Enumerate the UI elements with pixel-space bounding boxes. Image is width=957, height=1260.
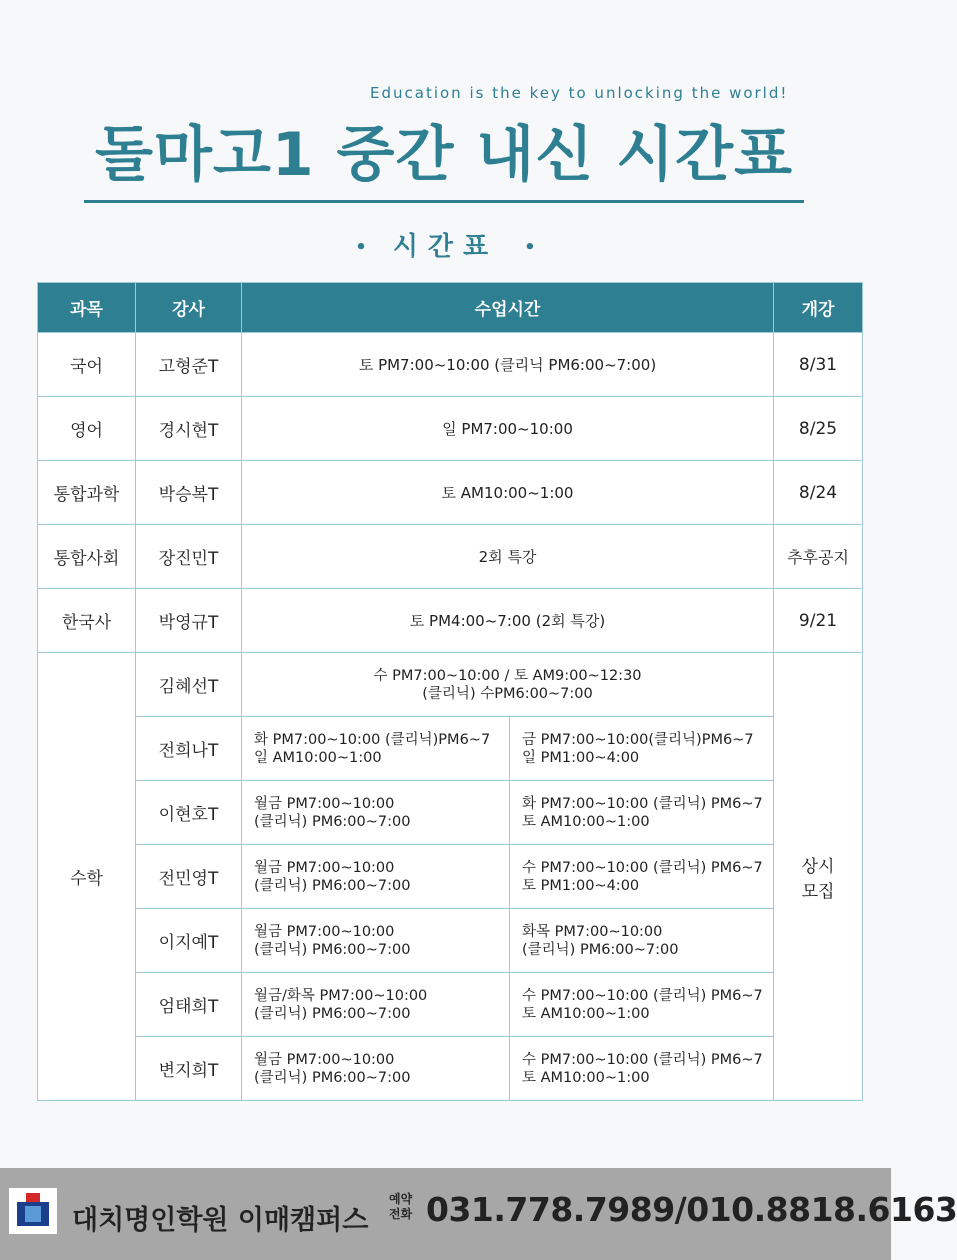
table-row [38, 909, 863, 973]
schedule-line: 토 AM10:00~1:00 [522, 813, 650, 830]
subject-cell: 국어 [38, 333, 136, 397]
schedule-line: (클리닉) PM6:00~7:00 [522, 941, 679, 958]
schedule-line: 일 AM10:00~1:00 [254, 749, 382, 766]
schedule-line: 월금 PM7:00~10:00 [254, 923, 395, 940]
table-row [38, 397, 863, 461]
table-row [38, 589, 863, 653]
teacher-cell: 이현호T [136, 781, 242, 845]
schedule-line: 토 PM1:00~4:00 [522, 877, 640, 894]
timetable [37, 282, 863, 1101]
col-header-teacher: 강사 [136, 283, 242, 333]
subject-cell: 통합과학 [38, 461, 136, 525]
schedule-cell: 토 PM7:00~10:00 (클리닉 PM6:00~7:00) [242, 333, 774, 397]
table-row [38, 1037, 863, 1101]
schedule-line: 월금/화목 PM7:00~10:00 [254, 987, 428, 1004]
open-line: 상시 [801, 856, 835, 877]
schedule-line: 일 PM1:00~4:00 [522, 749, 640, 766]
teacher-cell: 김혜선T [136, 653, 242, 717]
schedule-line: 화목 PM7:00~10:00 [522, 923, 663, 940]
slogan: Education is the key to unlocking the world! [370, 84, 789, 102]
schedule-cell [242, 653, 774, 717]
subtitle-text: 시간표 [392, 232, 499, 262]
title-underline [84, 200, 804, 203]
schedule-cell-b [510, 973, 774, 1037]
teacher-cell: 엄태희T [136, 973, 242, 1037]
section-subtitle [0, 226, 891, 263]
phone-numbers: 031.778.7989/010.8818.6163 [426, 1190, 957, 1229]
open-date-cell: 추후공지 [774, 525, 863, 589]
schedule-line: 수 PM7:00~10:00 (클리닉) PM6~7 [522, 987, 763, 1004]
teacher-cell: 변지희T [136, 1037, 242, 1101]
open-date-cell: 8/31 [774, 333, 863, 397]
schedule-line: (클리닉) PM6:00~7:00 [254, 1069, 411, 1086]
schedule-line: (클리닉) 수PM6:00~7:00 [422, 685, 593, 702]
col-header-open: 개강 [774, 283, 863, 333]
schedule-line: 토 AM10:00~1:00 [522, 1005, 650, 1022]
schedule-cell-b [510, 717, 774, 781]
schedule-line: (클리닉) PM6:00~7:00 [254, 877, 411, 894]
open-date-cell: 8/24 [774, 461, 863, 525]
table-row [38, 845, 863, 909]
open-date-cell: 8/25 [774, 397, 863, 461]
col-header-schedule: 수업시간 [242, 283, 774, 333]
teacher-cell: 전민영T [136, 845, 242, 909]
schedule-cell-b [510, 1037, 774, 1101]
schedule-cell-a [242, 781, 510, 845]
table-row [38, 333, 863, 397]
schedule-line: 월금 PM7:00~10:00 [254, 795, 395, 812]
table-row [38, 717, 863, 781]
subject-cell: 한국사 [38, 589, 136, 653]
schedule-cell-a [242, 909, 510, 973]
schedule-line: 금 PM7:00~10:00(클리닉)PM6~7 [522, 731, 754, 748]
teacher-cell: 전희나T [136, 717, 242, 781]
schedule-line: 화 PM7:00~10:00 (클리닉) PM6~7 [522, 795, 763, 812]
subject-cell: 영어 [38, 397, 136, 461]
reservation-label-line: 전화 [389, 1207, 413, 1221]
schedule-line: 월금 PM7:00~10:00 [254, 1051, 395, 1068]
schedule-line: (클리닉) PM6:00~7:00 [254, 941, 411, 958]
teacher-cell: 이지예T [136, 909, 242, 973]
footer-bar [0, 1168, 957, 1260]
bullet-dot-left: • [355, 237, 367, 258]
open-line: 모집 [801, 881, 835, 902]
table-row [38, 525, 863, 589]
col-header-subject: 과목 [38, 283, 136, 333]
table-row [38, 461, 863, 525]
academy-logo-icon [9, 1188, 57, 1234]
table-header-row [38, 283, 863, 333]
teacher-cell: 고형준T [136, 333, 242, 397]
subject-cell-math: 수학 [38, 653, 136, 1101]
schedule-cell-b [510, 845, 774, 909]
schedule-cell-a [242, 717, 510, 781]
teacher-cell: 장진민T [136, 525, 242, 589]
table-row [38, 781, 863, 845]
schedule-line: 화 PM7:00~10:00 (클리닉)PM6~7 [254, 731, 491, 748]
schedule-line: (클리닉) PM6:00~7:00 [254, 813, 411, 830]
schedule-cell-a [242, 845, 510, 909]
schedule-line: 수 PM7:00~10:00 (클리닉) PM6~7 [522, 1051, 763, 1068]
schedule-cell: 토 AM10:00~1:00 [242, 461, 774, 525]
schedule-line: 월금 PM7:00~10:00 [254, 859, 395, 876]
academy-name: 대치명인학원 이매캠퍼스 [72, 1205, 369, 1236]
open-date-cell-math [774, 653, 863, 1101]
schedule-line: (클리닉) PM6:00~7:00 [254, 1005, 411, 1022]
schedule-cell: 2회 특강 [242, 525, 774, 589]
schedule-cell-a [242, 973, 510, 1037]
table-row [38, 973, 863, 1037]
schedule-cell-b [510, 909, 774, 973]
open-date-cell: 9/21 [774, 589, 863, 653]
teacher-cell: 박영규T [136, 589, 242, 653]
schedule-line: 토 AM10:00~1:00 [522, 1069, 650, 1086]
teacher-cell: 박승복T [136, 461, 242, 525]
subject-cell: 통합사회 [38, 525, 136, 589]
page-title: 돌마고1 중간 내신 시간표 [94, 120, 793, 190]
teacher-cell: 경시현T [136, 397, 242, 461]
schedule-cell: 토 PM4:00~7:00 (2회 특강) [242, 589, 774, 653]
schedule-line: 수 PM7:00~10:00 / 토 AM9:00~12:30 [373, 667, 642, 684]
schedule-cell-b [510, 781, 774, 845]
table-row [38, 653, 863, 717]
bullet-dot-right: • [524, 237, 536, 258]
schedule-cell-a [242, 1037, 510, 1101]
schedule-line: 수 PM7:00~10:00 (클리닉) PM6~7 [522, 859, 763, 876]
schedule-cell: 일 PM7:00~10:00 [242, 397, 774, 461]
reservation-label [389, 1192, 412, 1222]
reservation-label-line: 예약 [389, 1192, 413, 1206]
